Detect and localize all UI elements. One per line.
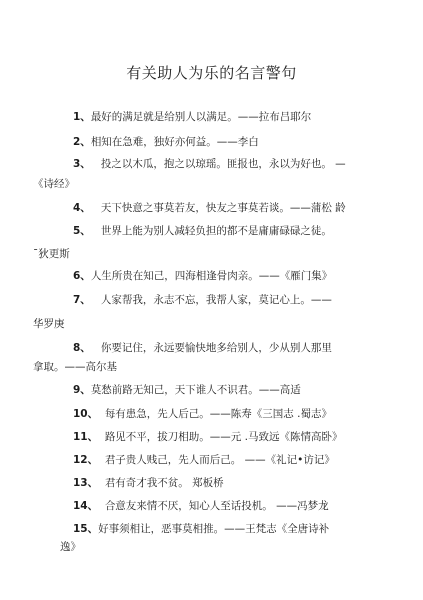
quote-text: 天下快意之事莫若友，快友之事莫若谈。——蒲松 龄: [100, 202, 346, 214]
quote-text: 相知在急难，独好亦何益。——李白: [90, 136, 259, 148]
quote-9: [73, 384, 301, 397]
quote-text: 最好的满足就是给别人以满足。——拉布吕耶尔: [90, 111, 312, 123]
quote-number: 6、: [73, 270, 91, 282]
quote-text: 投之以木瓜，抱之以琼瑶。匪报也，永以为好也。 —: [100, 158, 346, 170]
quote-2: [73, 136, 259, 149]
quote-6: [73, 270, 332, 283]
quote-number: 4、: [73, 202, 91, 214]
quote-text: 合意友来情不厌，知心人至话投机。 ——冯梦龙: [104, 500, 329, 512]
quote-number: 8、: [73, 342, 91, 354]
quote-8: [73, 342, 332, 355]
quote-number: 9、: [73, 384, 91, 396]
quote-5-continued: ¯狄更斯: [33, 248, 70, 260]
quote-7: [73, 294, 332, 307]
quote-number: 13、: [73, 477, 99, 489]
quote-5: [73, 225, 332, 238]
quote-number: 7、: [73, 294, 91, 306]
quote-text: 路见不平，拔刀相助。——元 .马致远《陈情高卧》: [104, 431, 343, 443]
quote-10: [73, 408, 332, 421]
page-title: 有关助人为乐的名言警句: [126, 64, 297, 82]
quote-4: [73, 202, 346, 215]
quote-text: 世界上能为别人减轻负担的都不是庸庸碌碌之徒。: [100, 225, 332, 237]
quote-number: 14、: [73, 500, 99, 512]
quote-7-continued: 华罗庚: [33, 318, 65, 330]
quote-text: 人家帮我，永志不忘，我帮人家，莫记心上。——: [100, 294, 332, 306]
quote-14: [73, 500, 329, 513]
quote-number: 12、: [73, 454, 99, 466]
quote-number: 2、: [73, 136, 91, 148]
quote-text: 每有患急，先人后己。——陈寿《三国志 .蜀志》: [104, 408, 332, 420]
quote-number: 15、: [73, 523, 99, 535]
quote-text: 君有奇才我不贫。 郑板桥: [104, 477, 224, 489]
quote-15-continued: 逸》: [60, 541, 81, 553]
quote-text: 莫愁前路无知己，天下谁人不识君。——高适: [90, 384, 301, 396]
quote-text: 人生所贵在知己，四海相逢骨肉亲。——《雁门集》: [90, 270, 333, 282]
quote-number: 3、: [73, 158, 91, 170]
quote-number: 1、: [73, 111, 91, 123]
quote-8-continued: 拿取。——高尔基: [33, 361, 117, 373]
quote-number: 5、: [73, 225, 91, 237]
quote-text: 你要记住，永远要愉快地多给别人，少从别人那里: [100, 342, 332, 354]
quote-15: [73, 523, 329, 536]
quote-number: 11、: [73, 431, 99, 443]
quote-3: [73, 158, 346, 171]
quote-text: 好事须相让，恶事莫相推。——王梵志《全唐诗补: [98, 523, 330, 535]
quote-number: 10、: [73, 408, 99, 420]
quote-11: [73, 431, 343, 444]
quote-13: [73, 477, 224, 490]
quote-3-continued: 《诗经》: [33, 178, 75, 190]
quote-1: [73, 111, 311, 124]
quote-text: 君子贵人贱己，先人而后己。 ——《礼记•访记》: [104, 454, 335, 466]
quote-12: [73, 454, 335, 467]
